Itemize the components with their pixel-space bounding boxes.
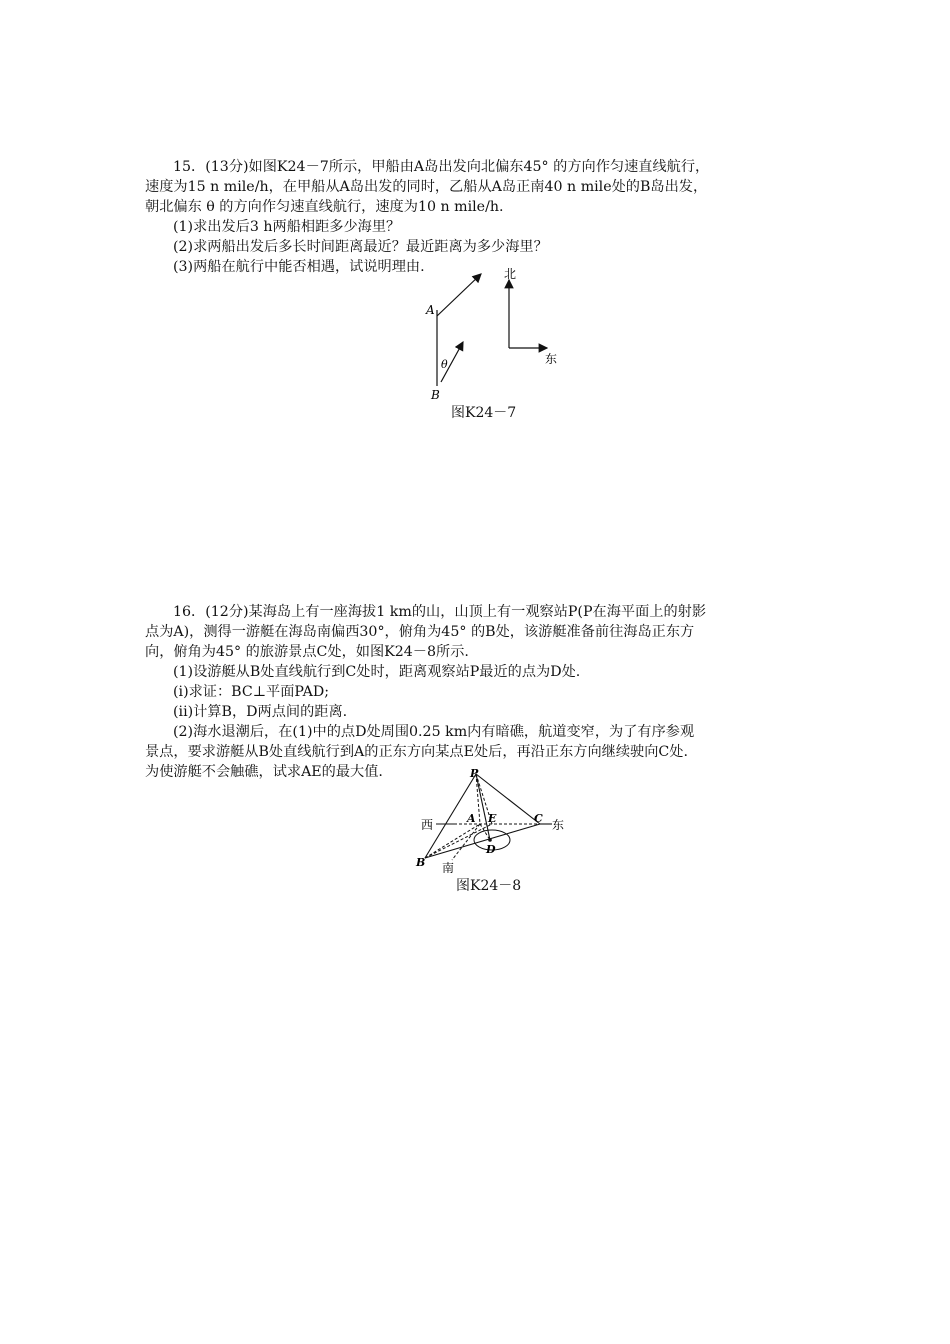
- q15-line-2: 速度为15 n mile/h，在甲船从A岛出发的同时，乙船从A岛正南40 n mile处的B岛出发，: [145, 179, 708, 195]
- q16-part-2-line-3: 为使游艇不会触礁，试求AE的最大值.: [145, 764, 383, 780]
- question-15: [145, 157, 805, 277]
- label-south: 南: [442, 861, 455, 875]
- q16-part-1: (1)设游艇从B处直线航行到C处时，距离观察站P最近的点为D处.: [173, 664, 581, 680]
- label-b: B: [431, 388, 440, 402]
- label-west: 西: [421, 818, 434, 832]
- label-east: 东: [545, 352, 558, 366]
- label-east: 东: [552, 818, 565, 832]
- label-e: E: [488, 812, 497, 825]
- figure-k24-8: [412, 768, 577, 880]
- q16-part-1-ii: (ii)计算B，D两点间的距离.: [173, 704, 348, 720]
- figure-k24-7: [415, 268, 575, 403]
- q16-part-2-line-2: 景点，要求游艇从B处直线航行到A的正东方向某点E处后，再沿正东方向继续驶向C处.: [145, 744, 688, 760]
- point-d: [488, 838, 492, 842]
- label-b: B: [416, 856, 426, 869]
- q15-line-3: 朝北偏东 θ 的方向作匀速直线航行，速度为10 n mile/h.: [145, 199, 504, 215]
- label-a: A: [467, 812, 476, 825]
- ship-a-path-arrow: [437, 274, 481, 316]
- label-a: A: [426, 303, 435, 317]
- q16-line-1: 16．(12分)某海岛上有一座海拔1 km的山，山顶上有一观察站P(P在海平面上的射影: [173, 604, 707, 620]
- edge-pc: [476, 774, 540, 824]
- q16-line-3: 向，俯角为45° 的旅游景点C处，如图K24－8所示.: [145, 644, 469, 660]
- figure-k24-8-caption: 图K24－8: [456, 878, 522, 894]
- q16-part-1-i: (i)求证：BC⊥平面PAD;: [173, 684, 330, 700]
- q16-part-2-line-1: (2)海水退潮后，在(1)中的点D处周围0.25 km内有暗礁，航道变窄，为了有序参观: [173, 724, 695, 740]
- figure-k24-7-caption: 图K24－7: [451, 405, 517, 421]
- q16-line-2: 点为A)，测得一游艇在海岛南偏西30°，俯角为45° 的B处，该游艇准备前往海岛正东方: [145, 624, 695, 640]
- edge-ba: [425, 824, 480, 858]
- label-north: 北: [504, 268, 517, 281]
- label-theta: θ: [441, 358, 448, 371]
- question-16: [145, 602, 805, 782]
- q15-part-2: (2)求两船出发后多长时间距离最近？最近距离为多少海里？: [173, 239, 548, 255]
- label-p: P: [470, 768, 479, 780]
- label-c: C: [534, 812, 543, 825]
- q15-part-1: (1)求出发后3 h两船相距多少海里？: [173, 219, 401, 235]
- q15-part-3: (3)两船在航行中能否相遇，试说明理由.: [173, 259, 425, 275]
- label-d: D: [486, 843, 496, 856]
- q15-line-1: 15．(13分)如图K24－7所示，甲船由A岛出发向北偏东45° 的方向作匀速直线航行，: [173, 159, 710, 175]
